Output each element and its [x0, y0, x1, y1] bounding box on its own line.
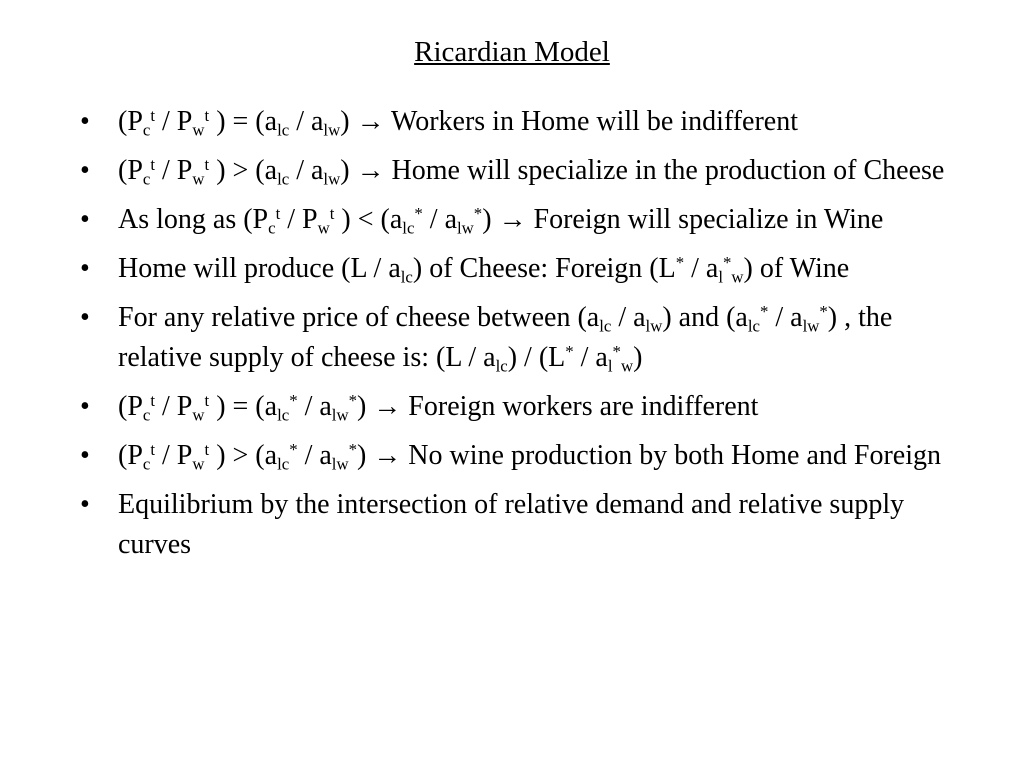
subscript: lc	[402, 218, 415, 238]
subscript: w	[620, 356, 634, 376]
text-run: (P	[118, 440, 143, 471]
text-run: )	[633, 342, 643, 373]
subscript: w	[317, 218, 330, 238]
bullet-text	[118, 390, 759, 425]
subscript: w	[731, 267, 744, 287]
superscript: *	[473, 203, 483, 223]
bullet-text	[118, 301, 893, 376]
text-run: / a	[573, 342, 608, 373]
subscript: l	[607, 356, 613, 376]
superscript: t	[275, 203, 281, 223]
superscript: t	[204, 154, 210, 174]
subscript: lc	[277, 454, 290, 474]
subscript: lc	[277, 169, 290, 189]
bullet-marker: •	[80, 440, 90, 471]
superscript: *	[723, 252, 732, 272]
text-run: (P	[118, 391, 143, 422]
bullet-item	[80, 436, 960, 476]
text-run: ) → No wine production by both Home and Foreign	[356, 440, 941, 471]
text-run: ) / (L	[507, 342, 566, 373]
superscript: t	[204, 439, 210, 459]
superscript: t	[150, 390, 156, 410]
superscript: *	[348, 390, 357, 410]
bullet-text	[118, 439, 941, 474]
text-run: / a	[297, 391, 332, 422]
bullet-marker: •	[80, 204, 90, 235]
superscript: *	[819, 301, 828, 321]
subscript: lc	[747, 316, 760, 336]
text-run: For any relative price of cheese between (a	[118, 302, 600, 333]
text-run: (P	[118, 106, 143, 137]
superscript: *	[289, 390, 298, 410]
text-run: ) and (a	[662, 302, 748, 333]
subscript: c	[142, 120, 151, 140]
subscript: c	[268, 218, 276, 238]
text-run: / P	[155, 391, 193, 422]
subscript: w	[192, 120, 205, 140]
subscript: w	[192, 169, 205, 189]
text-run: / a	[297, 440, 332, 471]
bullet-item	[80, 151, 960, 191]
subscript: lw	[645, 316, 663, 336]
bullet-marker: •	[80, 302, 90, 333]
text-run: ) , the relative supply of cheese is: (L / a	[118, 302, 893, 373]
text-run: ) → Foreign will specialize in Wine	[482, 204, 884, 235]
superscript: t	[150, 105, 156, 125]
subscript: w	[192, 405, 205, 425]
text-run: ) = (a	[209, 106, 278, 137]
text-run: Equilibrium by the intersection of relative demand and relative supply curves	[118, 489, 905, 560]
bullet-text	[118, 154, 945, 189]
text-run: ) > (a	[209, 440, 278, 471]
bullet-text	[118, 252, 850, 287]
text-run: (P	[118, 155, 143, 186]
bullet-text	[118, 489, 904, 560]
subscript: w	[192, 454, 205, 474]
text-run: ) → Foreign workers are indifferent	[356, 391, 759, 422]
subscript: lc	[599, 316, 612, 336]
subscript: lc	[277, 405, 290, 425]
text-run: / P	[155, 106, 193, 137]
bullet-item	[80, 249, 960, 289]
bullet-text	[118, 105, 799, 140]
subscript: lw	[802, 316, 820, 336]
text-run: As long as (P	[118, 204, 269, 235]
subscript: lw	[457, 218, 474, 238]
bullet-text	[118, 203, 884, 238]
subscript: lw	[331, 454, 349, 474]
text-run: ) of Cheese: Foreign (L	[412, 253, 676, 284]
subscript: c	[142, 454, 151, 474]
subscript: lw	[331, 405, 349, 425]
subscript: c	[142, 169, 151, 189]
text-run: / P	[155, 155, 193, 186]
subscript: lw	[323, 120, 341, 140]
superscript: t	[204, 390, 210, 410]
slide-title: Ricardian Model	[414, 36, 610, 68]
bullet-item	[80, 387, 960, 427]
superscript: *	[414, 203, 423, 223]
bullet-marker: •	[80, 489, 90, 520]
text-run: / P	[155, 440, 193, 471]
text-run: / a	[684, 253, 719, 284]
text-run: ) of Wine	[743, 253, 850, 284]
superscript: *	[565, 341, 574, 361]
subscript: lc	[495, 356, 508, 376]
text-run: ) → Workers in Home will be indifferent	[340, 106, 799, 137]
text-run: / a	[768, 302, 803, 333]
subscript: lc	[400, 267, 413, 287]
bullet-item	[80, 102, 960, 142]
text-run: Home will produce (L / a	[118, 253, 401, 284]
subscript: c	[142, 405, 151, 425]
text-run: / a	[611, 302, 646, 333]
superscript: t	[150, 154, 156, 174]
subscript: lw	[323, 169, 341, 189]
bullet-marker: •	[80, 155, 90, 186]
text-run: ) = (a	[209, 391, 278, 422]
bullet-marker: •	[80, 253, 90, 284]
text-run: / a	[289, 106, 324, 137]
superscript: t	[150, 439, 156, 459]
subscript: lc	[277, 120, 290, 140]
subscript: l	[718, 267, 723, 287]
superscript: t	[329, 203, 335, 223]
superscript: *	[612, 341, 621, 361]
superscript: *	[675, 252, 685, 272]
text-run: / P	[280, 204, 318, 235]
text-run: / a	[289, 155, 324, 186]
text-run: ) > (a	[209, 155, 278, 186]
superscript: *	[289, 439, 298, 459]
bullet-marker: •	[80, 391, 90, 422]
superscript: t	[204, 105, 210, 125]
text-run: / a	[422, 204, 458, 235]
superscript: *	[759, 301, 769, 321]
superscript: *	[348, 439, 357, 459]
bullet-marker: •	[80, 106, 90, 137]
text-run: ) → Home will specialize in the production of Cheese	[340, 155, 945, 186]
bullet-item	[80, 200, 960, 240]
text-run: ) < (a	[334, 204, 403, 235]
bullet-item	[80, 485, 960, 565]
bullet-item	[80, 298, 960, 378]
bullet-list	[80, 102, 960, 574]
